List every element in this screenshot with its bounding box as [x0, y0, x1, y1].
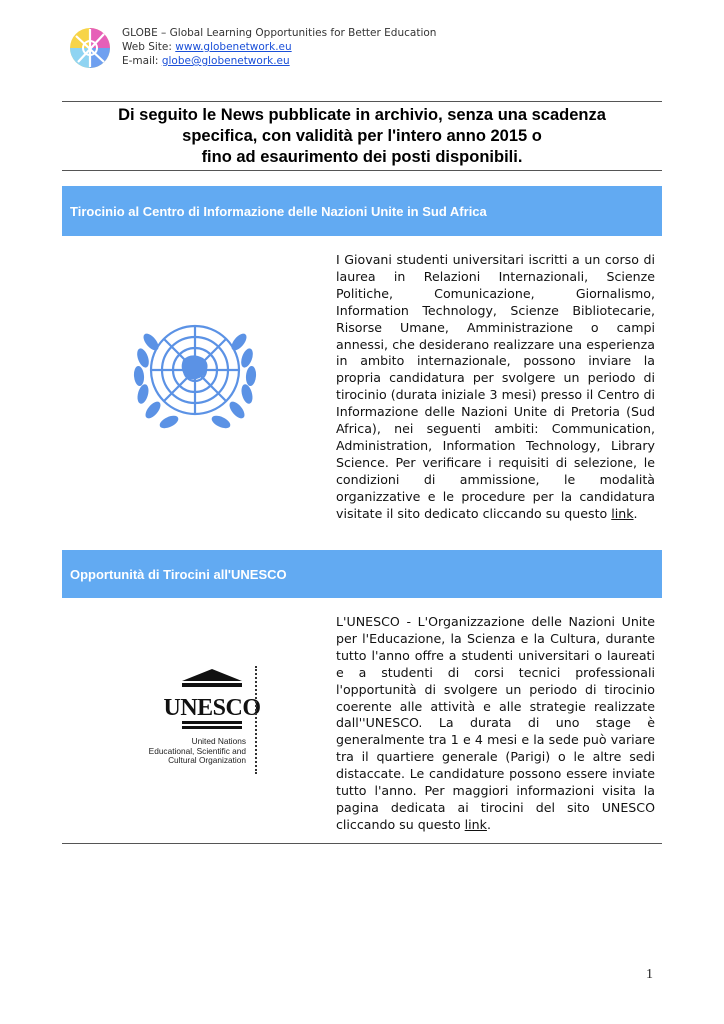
page-title: [62, 105, 662, 168]
document-header: [68, 22, 668, 72]
section-body-text: I Giovani studenti universitari iscritti a un corso di laurea in Relazioni Internazionali, Scienze Politiche, Comunicazione, Giornalismo, Information Technology, Scienze Bibliotecarie, Risorse Umane, Amministrazione o campi annessi, che desiderano realizzare una esperienza in ambito internazionale, possono inviare la propria candidatura per svolgere un periodo di tirocinio (durata iniziale 3 mesi) presso il Centro di Informazione delle Nazioni Unite di Pretoria (Sud Africa), nei seguenti ambiti: Communication, Administration, Information Technology, Library Science. Per verificare i requisiti di selezione, le condizioni di ammissione, le modalità organizzative e le procedure per la candidatura visitate il sito dedicato cliccando su questo: [336, 252, 655, 521]
website-label: Web Site:: [122, 41, 172, 53]
title-line-3: fino ad esaurimento dei posti disponibili.: [201, 148, 523, 166]
section-body-tail: .: [486, 816, 491, 832]
unesco-caption: [128, 737, 246, 766]
website-line: [122, 40, 436, 54]
section-heading-text: Opportunità di Tirocini all'UNESCO: [70, 566, 287, 582]
title-line-1: Di seguito le News pubblicate in archivio, senza una scadenza: [118, 106, 606, 124]
page-number: 1: [646, 967, 653, 982]
unesco-caption-line-3: Cultural Organization: [168, 755, 246, 765]
section-heading-text: Tirocinio al Centro di Informazione delle Nazioni Unite in Sud Africa: [70, 203, 487, 219]
title-line-2: specifica, con validità per l'intero anno 2015 o: [182, 127, 542, 145]
section-body-tail: .: [633, 505, 638, 521]
website-link[interactable]: www.globenetwork.eu: [175, 41, 292, 53]
email-label: E-mail:: [122, 55, 159, 67]
title-bottom-divider: [62, 170, 662, 171]
globe-logo: [68, 26, 112, 70]
section-body-text: L'UNESCO - L'Organizzazione delle Nazioni Unite per l'Educazione, la Scienza e la Cultura, durante tutto l'anno offre a studenti universitari o laureati e a studenti di corsi tecnici professionali l'opportunità di svolgere un periodo di tirocinio coerente alle attività e alle strategie realizzate dall''UNESCO. La durata di uno stage è generalmente tra 1 e 4 mesi e la sede può variare tra il quartiere generale (Parigi) o le altre sedi distaccate. Le candidature possono essere inviate tutto l'anno. Per maggiori informazioni visita la pagina dedicata ai tirocini del sito UNESCO cliccando su questo: [336, 614, 655, 832]
content-bottom-divider: [62, 843, 662, 844]
title-top-divider: [62, 101, 662, 102]
unesco-caption-line-1: United Nations: [191, 736, 246, 746]
unesco-dotted-border: [255, 666, 259, 774]
info-link[interactable]: link: [464, 816, 487, 832]
section-body-un-south-africa: [336, 252, 655, 523]
email-link[interactable]: globe@globenetwork.eu: [161, 55, 290, 67]
info-link[interactable]: link: [611, 505, 634, 521]
section-heading-un-south-africa: [62, 186, 662, 236]
org-name: GLOBE – Global Learning Opportunities for Better Education: [122, 27, 437, 39]
unesco-caption-line-2: Educational, Scientific and: [148, 745, 246, 756]
section-heading-unesco: [62, 550, 662, 598]
email-line: [122, 54, 436, 68]
unesco-logo-word: UNESCO: [163, 695, 261, 721]
section-body-unesco: [336, 614, 655, 834]
un-emblem-icon: [125, 308, 265, 448]
